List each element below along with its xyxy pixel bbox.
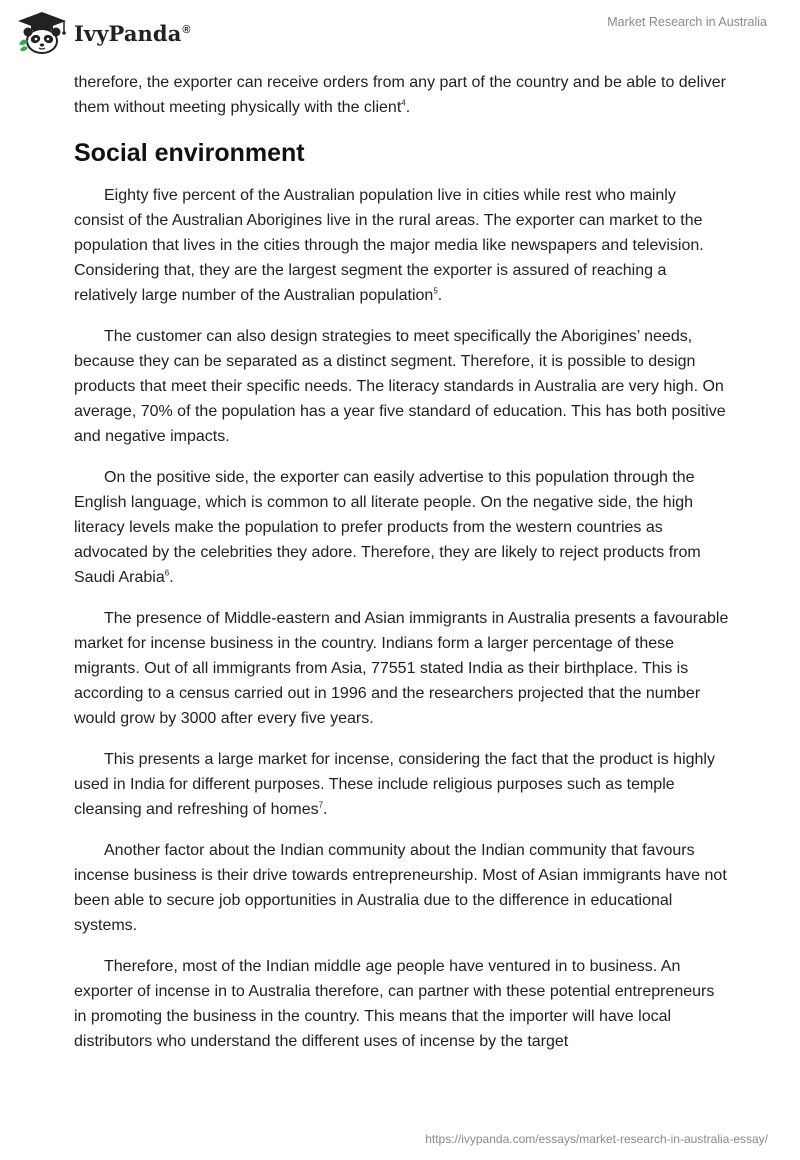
essay-body <box>74 70 730 1070</box>
panda-graduate-icon <box>16 10 68 56</box>
section-heading-social-environment: Social environment <box>74 139 305 167</box>
source-url[interactable]: https://ivypanda.com/essays/market-research-in-australia-essay/ <box>425 1132 768 1146</box>
footnote-ref-5[interactable]: 5 <box>433 286 438 296</box>
footnote-ref-7[interactable]: 7 <box>318 800 324 810</box>
paragraph-7: Therefore, most of the Indian middle age people have ventured in to business. An exporter of incense in to Australia therefore, can partner with these potential entrepreneurs in promoting the business in the country. This means that the importer will have local distributors who understand the different uses of incense by the target <box>74 958 715 1050</box>
footnote-ref-6[interactable]: 6 <box>164 568 170 578</box>
paragraph-2: The customer can also design strategies to meet specifically the Aborigines’ needs, because they can be separated as a distinct segment. Therefore, it is possible to design products that meet their specific needs. The literacy standards in Australia are very high. On average, 70% of the population has a year five standard of education. This has both positive and negative impacts. <box>74 328 726 445</box>
document-title: Market Research in Australia <box>607 15 767 29</box>
paragraph-4: The presence of Middle-eastern and Asian immigrants in Australia presents a favourable market for incense business in the country. Indians form a larger percentage of these migrants. Out of all immigrants from Asia, 77551 stated India as their birthplace. This is according to a census carried out in 1996 and the researchers projected that the number would grow by 3000 after every five years. <box>74 610 729 727</box>
footnote-ref-4[interactable]: 4 <box>401 98 406 108</box>
paragraph-6: Another factor about the Indian community about the Indian community that favours incense business is their drive towards entrepreneurship. Most of Asian immigrants have not been able to secure job opportunities in Australia due to the difference in educational systems. <box>74 842 727 934</box>
brand-name: IvyPanda® <box>74 20 191 46</box>
paragraph-3: On the positive side, the exporter can easily advertise to this population through the English language, which is common to all literate people. On the negative side, the high literacy levels make the population to prefer products from the western countries as advocated by the celebrities they adore. Therefore, they are likely to reject products from Saudi Arabia$^6$. <box>74 469 701 586</box>
paragraph-1: Eighty five percent of the Australian population live in cities while rest who mainly consist of the Australian Aborigines live in the rural areas. The exporter can market to the population that lives in the cities through the major media like newspapers and television. Considering that, they are the largest segment the exporter is assured of reaching a relatively large number of the Australian population$^5$. <box>74 187 704 304</box>
paragraph-continued: therefore, the exporter can receive orders from any part of the country and be able to deliver them without meeting physically with the client$^4$. <box>74 74 726 116</box>
paragraph-5: This presents a large market for incense, considering the fact that the product is highly used in India for different purposes. These include religious purposes such as temple cleansing and refreshing of homes$^7$. <box>74 751 715 818</box>
page-header <box>0 0 800 70</box>
ivypanda-logo[interactable] <box>16 10 191 56</box>
